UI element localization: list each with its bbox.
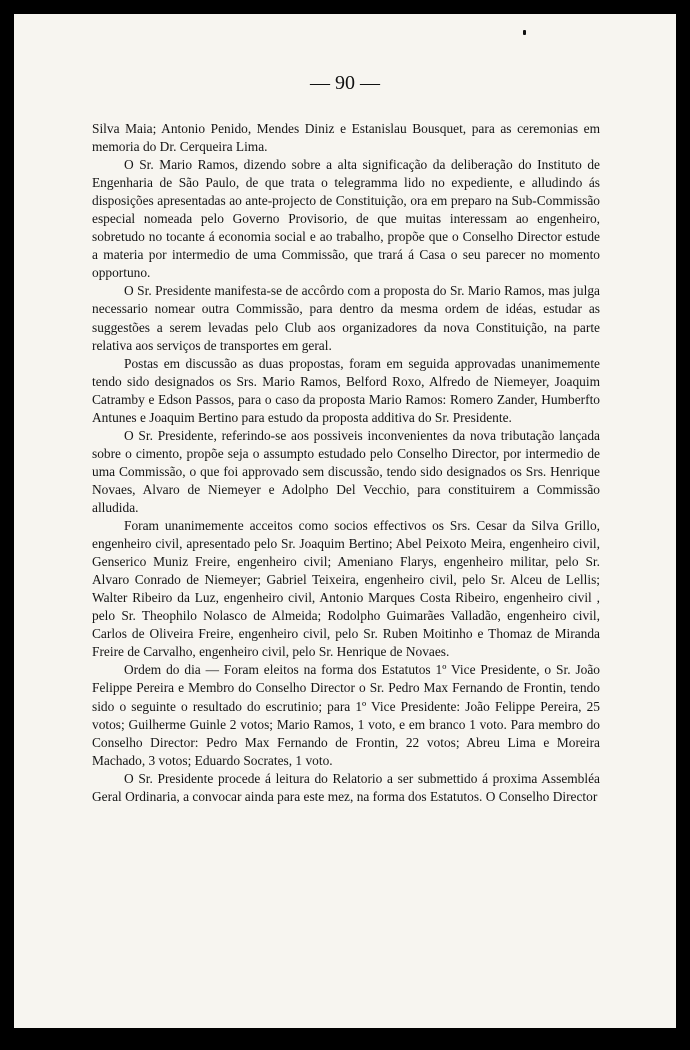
paragraph-mario-ramos-proposal: O Sr. Mario Ramos, dizendo sobre a alta significação da deliberação do Instituto de Engenharia de São Paulo, de que trata o telegramma lido no expediente, e alludindo ás disposições apresentadas ao ante-projecto de Constituição, ora em preparo na Sub-Commissão especial nomeada pelo Governo Provisorio, de que muitas interessam ao engenheiro, sobretudo no tocante á economia social e ao trabalho, propõe que o Conselho Director estude a materia por intermedio de uma Commissão, que trará á Casa o seu parecer no momento opportuno. [92, 157, 600, 281]
book-page [14, 14, 676, 1028]
paragraph-ordem-do-dia: Ordem do dia — Foram eleitos na forma dos Estatutos 1º Vice Presidente, o Sr. João Felippe Pereira e Membro do Conselho Director o Sr. Pedro Max Fernando de Frontin, tendo sido o seguinte o resultado do escrutinio; para 1º Vice Presidente: João Felippe Pereira, 25 votos; Guilherme Guinle 2 votos; Mario Ramos, 1 voto, e em branco 1 voto. Para membro do Conselho Director: Pedro Max Fernando de Frontin, 22 votos; Abreu Lima e Moreira Machado, 3 votos; Eduardo Socrates, 1 voto. [92, 662, 600, 768]
body-text [92, 120, 600, 806]
paragraph-relatorio: O Sr. Presidente procede á leitura do Relatorio a ser submettido á proxima Assembléa Geral Ordinaria, a convocar ainda para este mez, na forma dos Estatutos. O Conselho Director [92, 770, 600, 804]
paragraph-presidente-accordo: O Sr. Presidente manifesta-se de accôrdo com a proposta do Sr. Mario Ramos, mas julga necessario nomear outra Commissão, para dentro da mesma ordem de idéas, estudar as suggestões a serem levadas pelo Club aos organizadores da nova Constituição, na parte relativa aos serviços de transportes em geral. [92, 283, 600, 353]
paragraph-continuation: Silva Maia; Antonio Penido, Mendes Diniz e Estanislau Bousquet, para as ceremonias em memoria do Dr. Cerqueira Lima. [92, 121, 600, 155]
ink-speck [523, 30, 526, 35]
paragraph-socios-effectivos: Foram unanimemente acceitos como socios effectivos os Srs. Cesar da Silva Grillo, engenheiro civil, apresentado pelo Sr. Joaquim Bertino; Abel Peixoto Meira, engenheiro civil, Genserico Muniz Freire, engenheiro civil; Ameniano Flarys, engenheiro militar, pelo Sr. Alvaro Conrado de Niemeyer; Gabriel Teixeira, engenheiro civil, pelo Sr. Alceu de Lellis; Walter Ribeiro da Luz, engenheiro civil, Antonio Marques Costa Ribeiro, engenheiro civil , pelo Sr. Theophilo Nolasco de Almeida; Rodolpho Guimarães Valladão, engenheiro civil, Carlos de Oliveira Freire, engenheiro civil, pelo Sr. Ruben Moitinho e Thomaz de Miranda Freire de Carvalho, engenheiro civil, pelo Sr. Henrique de Novaes. [92, 518, 600, 660]
page-number: — 90 — [310, 72, 380, 94]
paragraph-tributacao-cimento: O Sr. Presidente, referindo-se aos possiveis inconvenientes da nova tributação lançada sobre o cimento, propõe seja o assumpto estudado pelo Conselho Director, por intermedio de uma Commissão, o que foi approvado sem discussão, tendo sido designados os Srs. Henrique Novaes, Alvaro de Niemeyer e Adolpho Del Vecchio, para constituirem a Commissão alludida. [92, 427, 600, 515]
paragraph-propostas-approvadas: Postas em discussão as duas propostas, foram em seguida approvadas unanimemente tendo sido designados os Srs. Mario Ramos, Belford Roxo, Alfredo de Niemeyer, Joaquim Catramby e Edson Passos, para o caso da proposta Mario Ramos: Romero Zander, Humberfto Antunes e Joaquim Bertino para estudo da proposta additiva do Sr. Presidente. [92, 355, 600, 425]
